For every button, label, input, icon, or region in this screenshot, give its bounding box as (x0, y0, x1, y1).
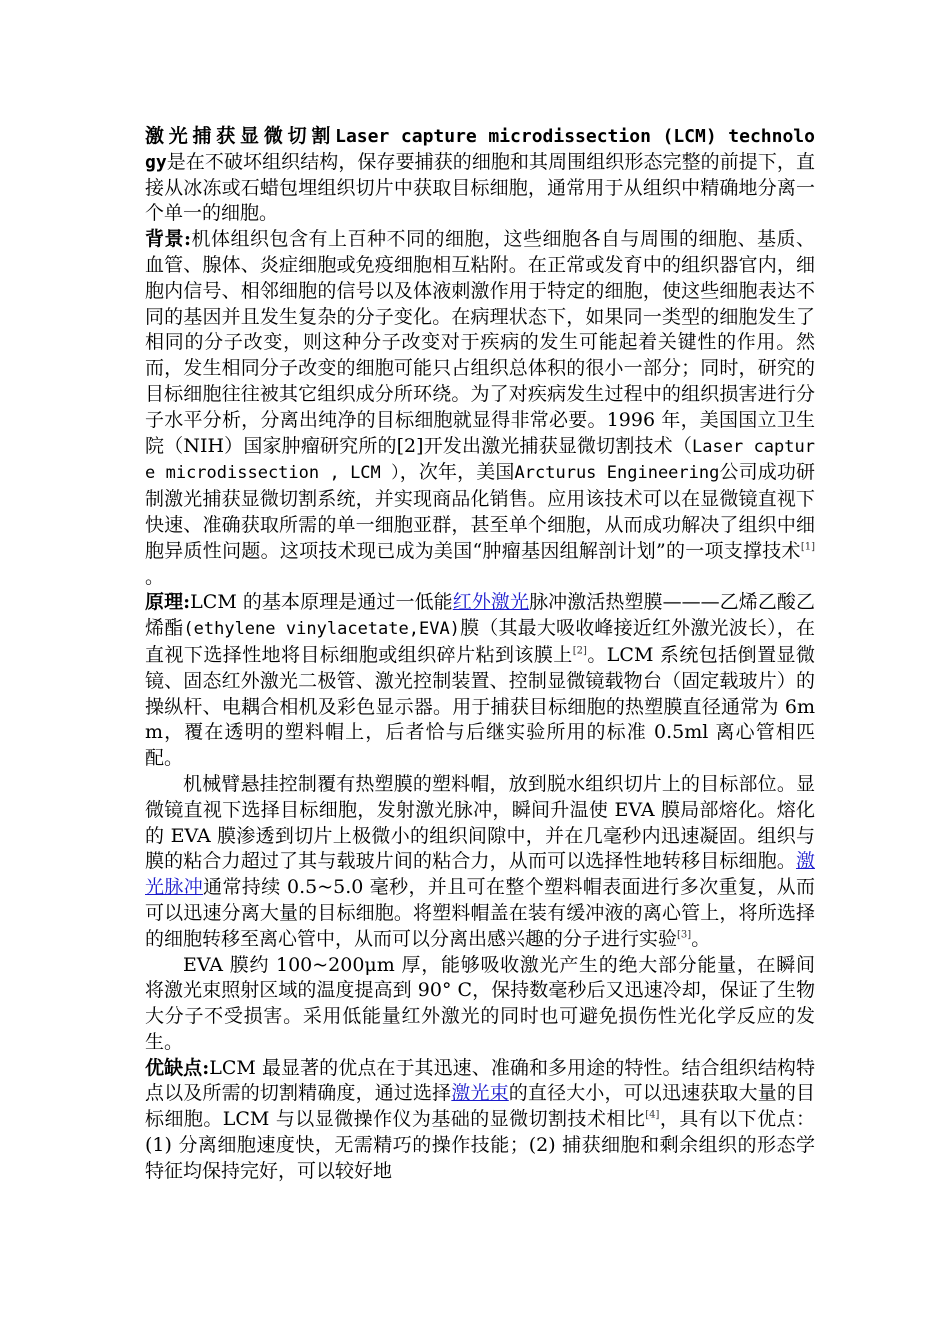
background-text-1: 机体组织包含有上百种不同的细胞，这些细胞各自与周围的细胞、基质、血管、腺体、炎症细胞或免疫细胞相互粘附。在正常或发育中的组织器官内，细胞内信号、相邻细胞的信号以及体液刺激作用于特定的细胞，使这些细胞表达不同的基因并且发生复杂的分子变化。在病理状态下，如果同一类型的细胞发生了相同的分子改变，则这种分子改变对于疾病的发生可能起着关键性的作用。然而，发生相同分子改变的细胞可能只占组织总体积的很小一部分；同时，研究的目标细胞往往被其它组织成分所环绕。为了对疾病发生过程中的组织损害进行分子水平分析，分离出纯净的目标细胞就显得非常必要。1996 年，美国国立卫生院（NIH）国家肿瘤研究所的[2]开发出激光捕获显微切割技术（ (145, 228, 815, 457)
background-end: 。 (145, 539, 854, 588)
background-mono-2: Arcturus Engineering (514, 463, 720, 484)
principle-para2-a: 机械臂悬挂控制覆有热塑膜的塑料帽，放到脱水组织切片上的目标部位。显微镜直视下选择目标细胞，发射激光脉冲，瞬间升温使 EVA 膜局部熔化。熔化的 EVA 膜渗透到切片上极微小的组织间隙中，并在几毫秒内迅速凝固。组织与膜的粘合力超过了其与载玻片间的粘合力，从而可以选择性地转移目标细胞。 (145, 772, 815, 873)
principle-paragraph-3 (145, 953, 815, 1056)
background-paragraph (145, 227, 854, 590)
pros-cons-text-2: 的直径大小，可以迅速获取大量的目标细胞。LCM 与以显微操作仪为基础的显微切割技术相比 (145, 1082, 815, 1131)
background-text-2: ，次年，美国 (399, 461, 515, 484)
pros-cons-label: 优缺点: (145, 1056, 210, 1079)
principle-mono-1: (ethylene vinylacetate,EVA) (183, 619, 460, 640)
laser-beam-link[interactable]: 激光束 (451, 1082, 509, 1105)
intro-term: 激光捕获显微切割 (145, 125, 336, 147)
principle-text-2: 脉冲激活热塑膜———乙烯乙酸乙烯酯 (145, 591, 815, 640)
principle-para3: EVA 膜约 100~200μm 厚，能够吸收激光产生的绝大部分能量，在瞬间将激光束照射区域的温度提高到 90° C，保持数毫秒后又迅速冷却，保证了生物大分子不受损害。采用低能量红外激光的同时也可避免损伤性光化学反应的发生。 (145, 953, 815, 1053)
reference-2[interactable]: [2] (572, 645, 587, 657)
pros-cons-text-1: LCM 最显著的优点在于其迅速、准确和多用途的特性。结合组织结构特点以及所需的切割精确度，通过选择 (145, 1056, 815, 1105)
principle-paragraph-2 (145, 772, 815, 953)
infrared-laser-link[interactable]: 红外激光 (452, 591, 530, 614)
intro-paragraph (145, 124, 815, 227)
principle-label: 原理: (145, 591, 191, 614)
principle-text-3: 膜（其最大吸收峰接近红外激光波长），在直视下选择性地将目标细胞或组织碎片粘到该膜上 (145, 617, 815, 666)
principle-para2-b: 通常持续 0.5~5.0 毫秒，并且可在整个塑料帽表面进行多次重复，从而可以迅速分离大量的目标细胞。将塑料帽盖在装有缓冲液的离心管上，将所选择的细胞转移至离心管中，从而可以分离出感兴趣的分子进行实验 (145, 876, 815, 950)
background-label: 背景: (145, 228, 192, 251)
intro-text: 是在不破坏组织结构，保存要捕获的细胞和其周围组织形态完整的前提下，直接从冰冻或石蜡包埋组织切片中获取目标细胞，通常用于从组织中精确地分离一个单一的细胞。 (145, 150, 815, 225)
laser-pulse-link[interactable]: 激光脉冲 (145, 850, 815, 899)
reference-4[interactable]: [4] (645, 1109, 660, 1121)
pros-cons-text-3: ，具有以下优点：(1) 分离细胞速度快，无需精巧的操作技能；(2) 捕获细胞和剩余组织的形态学特征均保持完好，可以较好地 (145, 1108, 815, 1182)
pros-cons-paragraph (145, 1056, 815, 1185)
principle-paragraph (145, 590, 815, 772)
principle-text-4: 。LCM 系统包括倒置显微镜、固态红外激光二极管、激光控制装置、控制显微镜载物台（固定载玻片）的操纵杆、电耦合相机及彩色显示器。用于捕获目标细胞的热塑膜直径通常为 6mm，覆在透明的塑料帽上，后者恰与后继实验所用的标准 0.5ml 离心管相匹配。 (145, 643, 815, 770)
intro-term-en: Laser capture microdissection (LCM) technology (145, 126, 815, 173)
document-body (145, 124, 854, 1185)
background-text-3: 公司成功研制激光捕获显微切割系统，并实现商品化销售。应用该技术可以在显微镜直视下快速、准确获取所需的单一细胞亚群，甚至单个细胞，从而成功解决了组织中细胞异质性问题。这项技术现已成为美国“肿瘤基因组解剖计划”的一项支撑技术 (145, 461, 815, 562)
reference-3[interactable]: [3] (677, 929, 692, 941)
reference-1[interactable]: [1] (800, 541, 815, 553)
principle-text-1: LCM 的基本原理是通过一低能 (190, 591, 453, 614)
principle-para2-c: 。 (691, 927, 711, 950)
background-mono-1: Laser capture microdissection , LCM ） (145, 436, 815, 484)
